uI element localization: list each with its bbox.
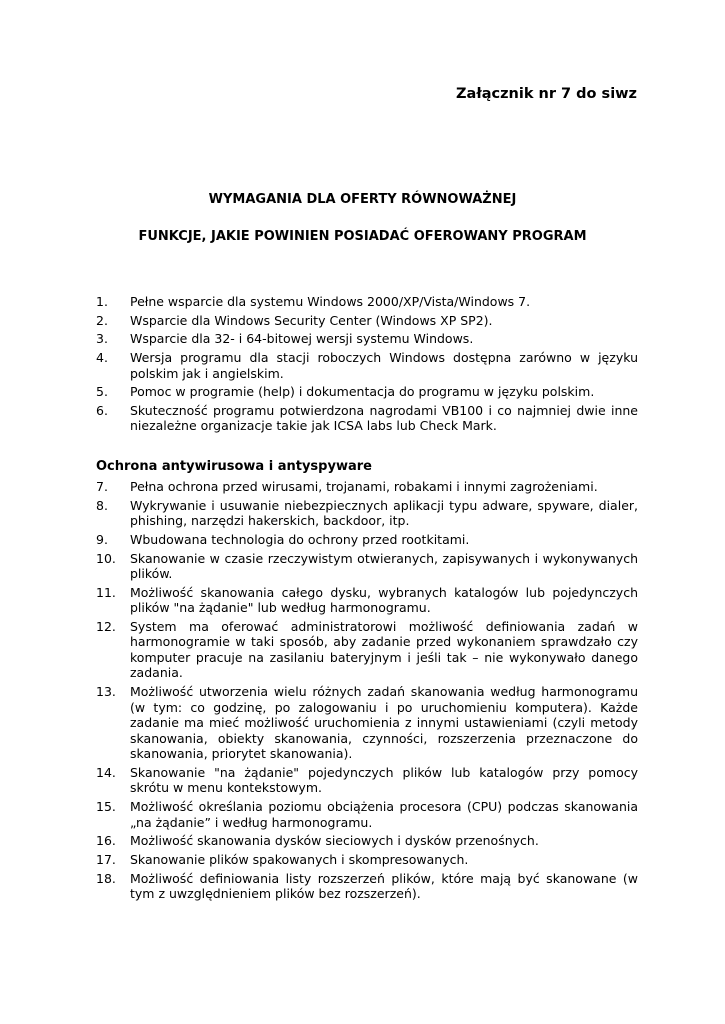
item-number: 9.: [96, 531, 108, 547]
list-item: [0, 384, 638, 400]
item-number: 8.: [96, 497, 108, 513]
item-text: Możliwość skanowania całego dysku, wybranych katalogów lub pojedynczych plików "na żądanie" lub według harmonogramu.: [130, 584, 638, 616]
item-number: 16.: [96, 833, 116, 849]
list-item: [0, 585, 638, 616]
document-title: WYMAGANIA DLA OFERTY RÓWNOWAŻNEJ: [208, 192, 517, 207]
item-text: Możliwość określania poziomu obciążenia procesora (CPU) podczas skanowania „na żądanie” i według harmonogramu.: [130, 799, 638, 830]
item-number: 2.: [96, 312, 108, 328]
list-item: [0, 331, 638, 347]
item-number: 3.: [96, 331, 108, 347]
list-item: [0, 551, 638, 582]
list-item: [0, 294, 638, 310]
item-text: Pełna ochrona przed wirusami, trojanami, robakami i innymi zagrożeniami.: [130, 479, 598, 494]
item-text: System ma oferować administratorowi możliwość definiowania zadań w harmonogramie w taki sposób, aby zadanie przed wykonaniem sprawdzało czy komputer pracuje na zasilaniu bateryjnym i jeśli tak – nie wykonywało danego zadania.: [130, 618, 638, 681]
list-item: [0, 852, 638, 868]
list-item: [0, 532, 638, 548]
item-text: Skanowanie w czasie rzeczywistym otwieranych, zapisywanych i wykonywanych plików.: [130, 550, 638, 582]
item-number: 13.: [96, 684, 116, 700]
item-text: Pełne wsparcie dla systemu Windows 2000/XP/Vista/Windows 7.: [130, 294, 531, 309]
list-item: [0, 313, 638, 329]
list-item: [0, 871, 638, 902]
item-number: 14.: [96, 764, 116, 780]
item-number: 12.: [96, 618, 116, 634]
item-text: Wersja programu dla stacji roboczych Windows dostępna zarówno w języku polskim jak i angielskim.: [130, 350, 638, 381]
item-text: Możliwość skanowania dysków sieciowych i dysków przenośnych.: [130, 833, 539, 849]
item-text: Możliwość utworzenia wielu różnych zadań skanowania według harmonogramu (w tym: co godzinę, po zalogowaniu i po uruchomieniu komputera). Każde zadanie ma mieć możliwość uruchomienia z innymi ustawieniami (czyli metody skanowania, obiekty skanowania, czynności, rozszerzenia przeznaczone do skanowania, priorytet skanowania).: [130, 684, 638, 762]
protection-requirements-list: [0, 479, 725, 905]
item-text: Skuteczność programu potwierdzona nagrodami VB100 i co najmniej dwie inne niezależne organizacje takie jak ICSA labs lub Check Mark.: [130, 402, 638, 434]
item-text: Wbudowana technologia do ochrony przed rootkitami.: [130, 531, 470, 547]
document-subtitle: FUNKCJE, JAKIE POWINIEN POSIADAĆ OFEROWANY PROGRAM: [138, 229, 587, 244]
item-number: 15.: [96, 799, 116, 814]
list-item: [0, 684, 638, 762]
list-item: [0, 833, 638, 849]
item-number: 5.: [96, 384, 108, 400]
item-text: Wykrywanie i usuwanie niebezpiecznych aplikacji typu adware, spyware, dialer, phishing, narzędzi hakerskich, backdoor, itp.: [130, 497, 638, 529]
item-number: 1.: [96, 294, 108, 309]
item-number: 17.: [96, 851, 116, 867]
item-text: Wsparcie dla Windows Security Center (Windows XP SP2).: [130, 312, 493, 328]
item-text: Pomoc w programie (help) i dokumentacja do programu w języku polskim.: [130, 384, 595, 400]
item-text: Wsparcie dla 32- i 64-bitowej wersji systemu Windows.: [130, 331, 474, 347]
general-requirements-list: [0, 294, 725, 437]
item-number: 6.: [96, 402, 108, 418]
list-item: [0, 765, 638, 796]
item-number: 7.: [96, 479, 108, 494]
list-item: [0, 498, 638, 529]
list-item: [0, 403, 638, 434]
item-number: 4.: [96, 350, 108, 366]
item-text: Skanowanie "na żądanie" pojedynczych plików lub katalogów przy pomocy skrótu w menu kontekstowym.: [130, 764, 638, 796]
list-item: [0, 479, 638, 495]
item-number: 11.: [96, 584, 116, 600]
list-item: [0, 619, 638, 681]
item-text: Skanowanie plików spakowanych i skompresowanych.: [130, 851, 469, 867]
list-item: [0, 350, 638, 381]
item-number: 18.: [96, 870, 116, 886]
item-text: Możliwość definiowania listy rozszerzeń plików, które mają być skanowane (w tym z uwzględnieniem plików bez rozszerzeń).: [130, 870, 638, 902]
list-item: [0, 799, 638, 830]
section-heading: Ochrona antywirusowa i antyspyware: [96, 459, 372, 474]
item-number: 10.: [96, 550, 116, 566]
attachment-label: Załącznik nr 7 do siwz: [456, 86, 637, 102]
